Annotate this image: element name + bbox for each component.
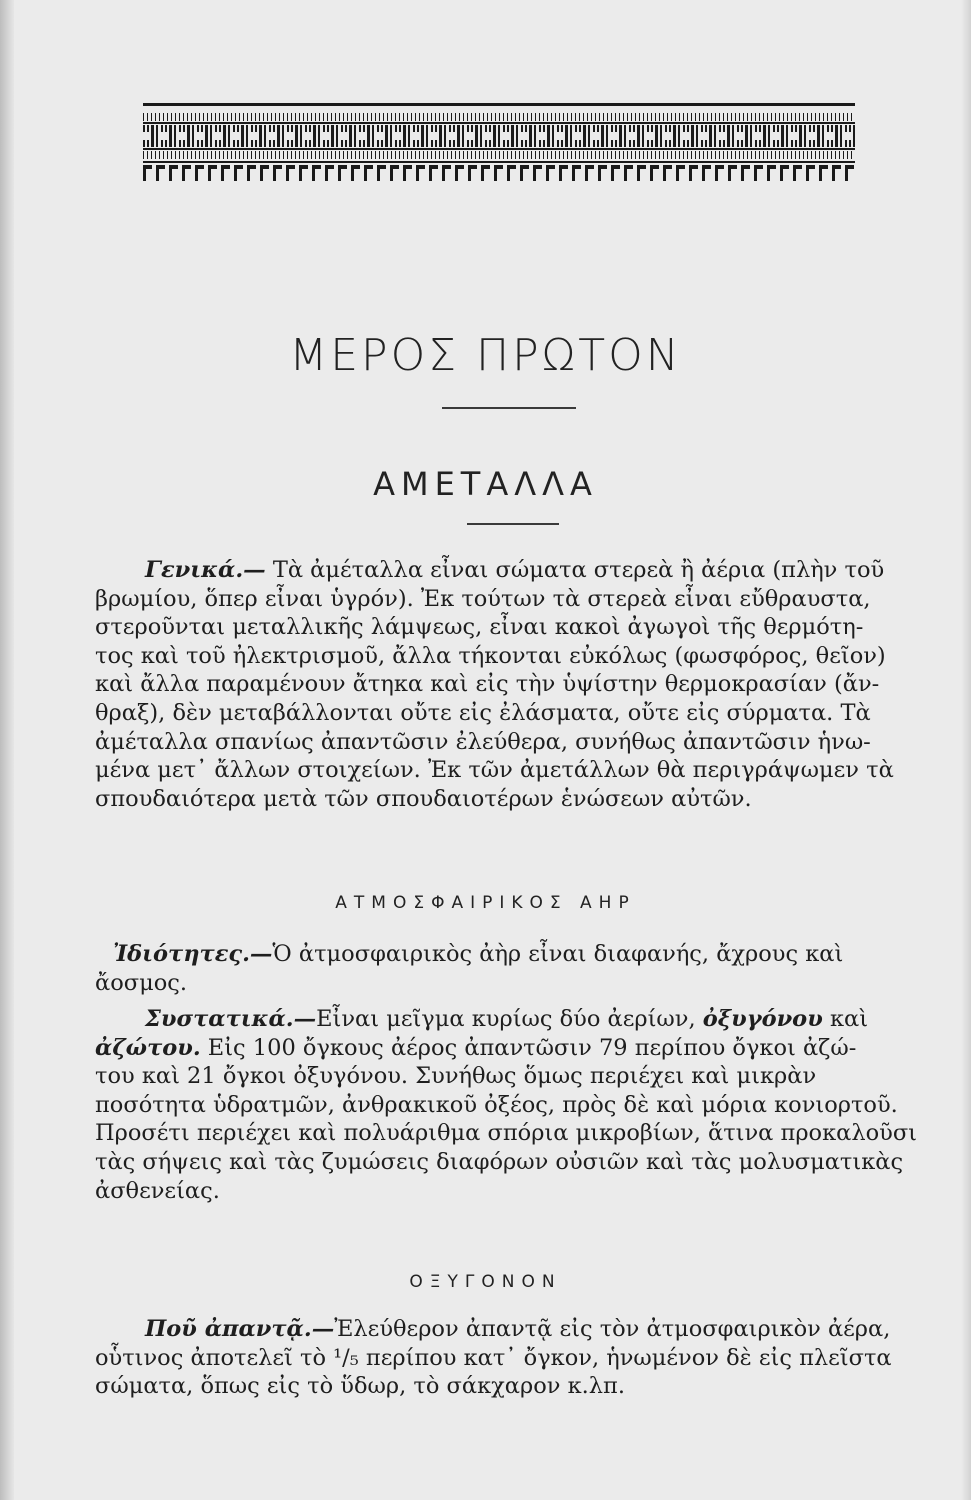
ornament-fine-hatching [143,113,855,121]
properties-line: Ὁ ἀτμοσφαιρικὸς ἀὴρ εἶναι διαφανής, ἄχρους καὶ [272,941,844,967]
general-line: στεροῦνται μεταλλικῆς λάμψεως, εἶναι κακοὶ ἀγωγοὶ τῆς θερμότη- [95,614,864,641]
composition-line: του καὶ 21 ὄγκοι ὀξυγόνου. Συνήθως ὅμως περιέχει καὶ μικρὰν [95,1063,817,1090]
section-title: ΑΜΕΤΑΛΛΑ [373,465,598,503]
general-line: καὶ ἄλλα παραμένουν ἄτηκα καὶ εἰς τὴν ὑψίστην θερμοκρασίαν (ἄν- [95,671,880,698]
general-paragraph [95,556,905,813]
where-line: Ἐλεύθερον ἀπαντᾷ εἰς τὸν ἀτμοσφαιρικὸν ἀέρα, [334,1316,891,1342]
composition-line: Προσέτι περιέχει καὶ πολυάριθμα σπόρια μικροβίων, ἅτινα προκαλοῦσι [95,1120,918,1147]
title-divider [442,407,576,409]
where-paragraph [95,1315,905,1401]
composition-line: καὶ [822,1006,869,1032]
composition-label: Συστατικά.— [145,1006,317,1032]
ornament-fine-hatching [143,151,855,159]
properties-label: Ἰδιότητες.— [113,941,273,967]
section-divider [467,523,559,525]
general-label: Γενικά.— [145,557,266,583]
ornament-rule [143,122,855,124]
oxygen-term: ὀξυγόνου [702,1006,823,1032]
general-line: σπουδαιότερα μετὰ τῶν σπουδαιοτέρων ἑνώσεων αὐτῶν. [95,785,752,812]
composition-line: Εἶναι μεῖγμα κυρίως δύο ἀερίων, [316,1006,703,1032]
oxygen-heading: ΟΞΥΓΟΝΟΝ [409,1272,562,1292]
ornament-top-rule [143,103,855,106]
properties-line: ἄοσμος. [95,969,188,996]
ornament-rule [143,148,855,150]
dentil-band [143,165,855,181]
general-line: θραξ), δὲν μεταβάλλονται οὔτε εἰς ἐλάσματα, οὔτε εἰς σύρματα. Τὰ [95,699,871,726]
air-heading: ΑΤΜΟΣΦΑΙΡΙΚΟΣ ΑΗΡ [335,893,636,913]
greek-key-ornament [143,103,855,191]
general-line: Τὰ ἀμέταλλα εἶναι σώματα στερεὰ ἢ ἀέρια (πλὴν τοῦ [265,557,885,583]
composition-paragraph [95,1005,918,1205]
composition-line: Εἰς 100 ὄγκους ἀέρος ἀπαντῶσιν 79 περίπου ὄγκοι ἀζώ- [200,1034,857,1061]
general-line: ἀμέταλλα σπανίως ἀπαντῶσιν ἐλεύθερα, συνήθως ἀπαντῶσιν ἡνω- [95,728,871,755]
composition-line: τὰς σήψεις καὶ τὰς ζυμώσεις διαφόρων οὐσιῶν καὶ τὰς μολυσματικὰς [95,1148,904,1175]
nitrogen-term: ἀζώτου. [95,1034,201,1061]
where-line: σώματα, ὅπως εἰς τὸ ὕδωρ, τὸ σάκχαρον κ.λπ. [95,1373,625,1400]
general-line: τος καὶ τοῦ ἠλεκτρισμοῦ, ἄλλα τήκονται εὐκόλως (φωσφόρος, θεῖον) [95,642,886,669]
where-label: Ποῦ ἀπαντᾷ.— [145,1316,335,1342]
where-line: οὗτινος ἀποτελεῖ τὸ ¹/₅ περίπου κατ᾽ ὄγκον, ἡνωμένον δὲ εἰς πλεῖστα [95,1344,892,1371]
part-title: ΜΕΡΟΣ ΠΡΩΤΟΝ [289,330,682,381]
properties-paragraph [95,940,905,997]
ornament-rule [143,161,855,163]
composition-line: ποσότητα ὑδρατμῶν, ἀνθρακικοῦ ὀξέος, πρὸς δὲ καὶ μόρια κονιορτοῦ. [95,1091,898,1118]
meander-band [143,125,855,147]
composition-line: ἀσθενείας. [95,1177,220,1204]
general-line: βρωμίου, ὅπερ εἶναι ὑγρόν). Ἐκ τούτων τὰ στερεὰ εἶναι εὔθραυστα, [95,585,871,612]
general-line: μένα μετ᾽ ἄλλων στοιχείων. Ἐκ τῶν ἀμετάλλων θὰ περιγράψωμεν τὰ [95,757,894,784]
